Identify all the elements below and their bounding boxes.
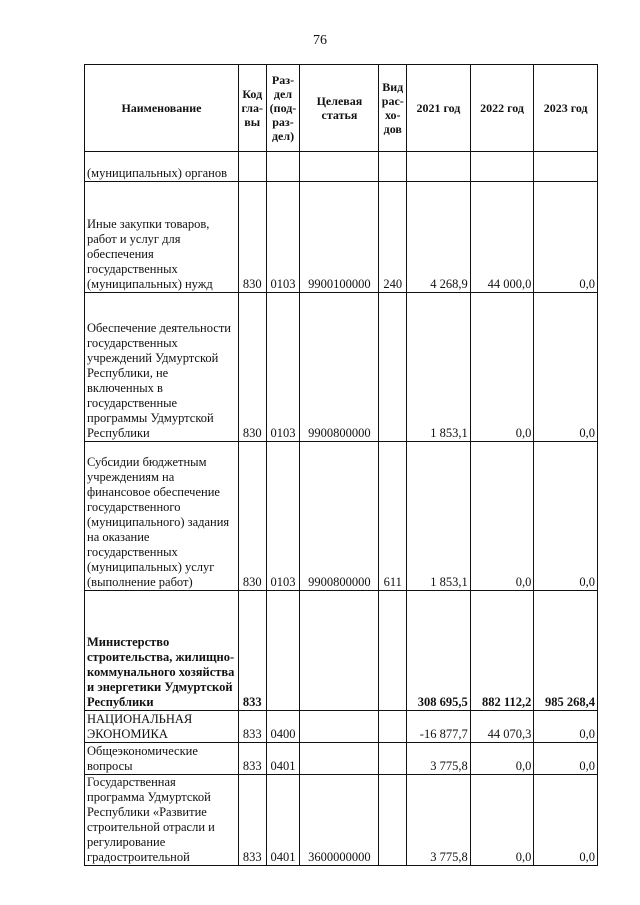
cell-2021: 308 695,5 — [407, 591, 471, 711]
cell-2022: 0,0 — [470, 442, 534, 591]
cell-code: 833 — [238, 775, 266, 866]
cell-2023: 0,0 — [534, 775, 598, 866]
table-row — [85, 293, 598, 442]
cell-target — [300, 591, 379, 711]
cell-target — [300, 711, 379, 743]
cell-expense-type: 240 — [379, 182, 407, 293]
cell-name: Общеэкономические вопросы — [85, 743, 239, 775]
cell-name: Субсидии бюджетным учреждениям на финансовое обеспечение государственного (муниципального) задания на оказание государственных (муниципальных) услуг (выполнение работ) — [85, 442, 239, 591]
cell-2022 — [470, 152, 534, 182]
cell-name: Иные закупки товаров, работ и услуг для обеспечения государственных (муниципальных) нужд — [85, 182, 239, 293]
cell-2023: 0,0 — [534, 442, 598, 591]
header-name: Наименование — [85, 65, 239, 152]
cell-expense-type: 611 — [379, 442, 407, 591]
table-row — [85, 182, 598, 293]
cell-target: 9900800000 — [300, 442, 379, 591]
cell-target — [300, 152, 379, 182]
cell-2023 — [534, 152, 598, 182]
cell-name: Министерство строительства, жилищно-коммунального хозяйства и энергетики Удмуртской Республики — [85, 591, 239, 711]
header-expense-type: Вид рас- хо- дов — [379, 65, 407, 152]
table-row — [85, 775, 598, 866]
cell-section: 0400 — [266, 711, 300, 743]
cell-section: 0401 — [266, 743, 300, 775]
cell-2022: 882 112,2 — [470, 591, 534, 711]
budget-table — [84, 64, 598, 866]
cell-expense-type — [379, 775, 407, 866]
cell-expense-type — [379, 591, 407, 711]
cell-target — [300, 743, 379, 775]
cell-2021: 1 853,1 — [407, 442, 471, 591]
cell-section — [266, 591, 300, 711]
cell-code: 830 — [238, 182, 266, 293]
cell-2022: 0,0 — [470, 775, 534, 866]
cell-section: 0103 — [266, 442, 300, 591]
table-row — [85, 591, 598, 711]
cell-2021: -16 877,7 — [407, 711, 471, 743]
cell-code: 833 — [238, 743, 266, 775]
table-row — [85, 743, 598, 775]
cell-expense-type — [379, 743, 407, 775]
cell-2021: 1 853,1 — [407, 293, 471, 442]
cell-section: 0103 — [266, 293, 300, 442]
cell-target: 3600000000 — [300, 775, 379, 866]
cell-code: 830 — [238, 442, 266, 591]
cell-target: 9900800000 — [300, 293, 379, 442]
cell-expense-type — [379, 293, 407, 442]
cell-section: 0103 — [266, 182, 300, 293]
cell-code — [238, 152, 266, 182]
cell-code: 830 — [238, 293, 266, 442]
cell-2022: 0,0 — [470, 293, 534, 442]
header-2021: 2021 год — [407, 65, 471, 152]
header-code: Код гла- вы — [238, 65, 266, 152]
header-section: Раз- дел (под- раз- дел) — [266, 65, 300, 152]
cell-2022: 44 000,0 — [470, 182, 534, 293]
table-row — [85, 711, 598, 743]
cell-2023: 0,0 — [534, 711, 598, 743]
cell-2021: 4 268,9 — [407, 182, 471, 293]
cell-2021: 3 775,8 — [407, 743, 471, 775]
cell-section — [266, 152, 300, 182]
page-number: 76 — [313, 33, 327, 48]
cell-name: Государственная программа Удмуртской Республики «Развитие строительной отрасли и регулирование градостроительной — [85, 775, 239, 866]
cell-2023: 0,0 — [534, 182, 598, 293]
cell-code: 833 — [238, 591, 266, 711]
cell-name: НАЦИОНАЛЬНАЯ ЭКОНОМИКА — [85, 711, 239, 743]
cell-section: 0401 — [266, 775, 300, 866]
cell-expense-type — [379, 711, 407, 743]
cell-2023: 0,0 — [534, 293, 598, 442]
cell-name: (муниципальных) органов — [85, 152, 239, 182]
cell-2021 — [407, 152, 471, 182]
cell-2023: 0,0 — [534, 743, 598, 775]
cell-2023: 985 268,4 — [534, 591, 598, 711]
cell-target: 9900100000 — [300, 182, 379, 293]
cell-2021: 3 775,8 — [407, 775, 471, 866]
cell-expense-type — [379, 152, 407, 182]
header-2023: 2023 год — [534, 65, 598, 152]
cell-2022: 44 070,3 — [470, 711, 534, 743]
table-row — [85, 442, 598, 591]
cell-code: 833 — [238, 711, 266, 743]
cell-2022: 0,0 — [470, 743, 534, 775]
cell-name: Обеспечение деятельности государственных учреждений Удмуртской Республики, не включенных в государственные программы Удмуртской Республики — [85, 293, 239, 442]
header-target: Целевая статья — [300, 65, 379, 152]
header-2022: 2022 год — [470, 65, 534, 152]
table-header-row — [85, 65, 598, 152]
table-row — [85, 152, 598, 182]
